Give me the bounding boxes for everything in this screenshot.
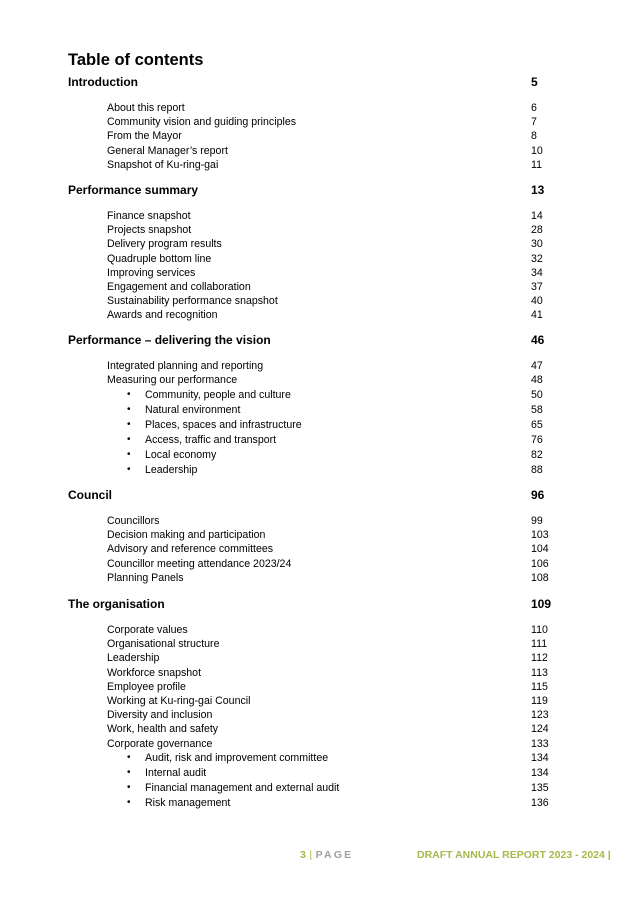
toc-entry-title[interactable]: Organisational structure [107, 638, 220, 651]
bullet-icon: • [127, 448, 131, 460]
section-page-number: 96 [531, 488, 545, 502]
toc-entry-page-number: 111 [531, 638, 548, 651]
bullet-icon: • [127, 797, 131, 809]
toc-entry-title[interactable]: Sustainability performance snapshot [107, 295, 278, 308]
toc-entry-page-number: 47 [531, 360, 543, 372]
toc-entry-title[interactable]: Improving services [107, 266, 196, 279]
bullet-icon: • [127, 782, 131, 794]
page-number: 3 [300, 849, 307, 861]
toc-subentry-title[interactable]: Local economy [145, 448, 217, 461]
toc-entry-page-number: 123 [531, 709, 549, 722]
toc-entry-page-number: 65 [531, 418, 543, 431]
bullet-icon: • [127, 403, 131, 415]
page-label: PAGE [315, 849, 354, 861]
toc-subentry-title[interactable]: Financial management and external audit [145, 782, 340, 795]
toc-entry-title[interactable]: Diversity and inclusion [107, 709, 213, 722]
toc-entry-page-number: 28 [531, 224, 543, 237]
toc-entry-title[interactable]: Finance snapshot [107, 210, 191, 222]
toc-subentry-title[interactable]: Community, people and culture [145, 389, 291, 401]
bullet-icon: • [127, 767, 131, 779]
toc-entry-title[interactable]: From the Mayor [107, 130, 182, 143]
toc-entry-page-number: 32 [531, 252, 543, 265]
toc-entry-page-number: 11 [531, 158, 542, 171]
toc-subentry-title[interactable]: Risk management [145, 797, 231, 810]
toc-entry-title[interactable]: Awards and recognition [107, 309, 218, 322]
toc-entry-title[interactable]: About this report [107, 102, 185, 114]
toc-entry-page-number: 110 [531, 624, 548, 636]
toc-entry-title[interactable]: Engagement and collaboration [107, 281, 251, 293]
toc-entry-page-number: 82 [531, 448, 543, 461]
bullet-icon: • [127, 463, 131, 475]
toc-entry-page-number: 115 [531, 680, 548, 693]
toc-entry-page-number: 50 [531, 389, 543, 401]
toc-entry-title[interactable]: Work, health and safety [107, 723, 219, 736]
toc-entry-page-number: 37 [531, 281, 543, 293]
toc-subentry-title[interactable]: Access, traffic and transport [145, 433, 277, 446]
toc-subentry-title[interactable]: Leadership [145, 463, 198, 476]
toc-entry-page-number: 58 [531, 403, 543, 416]
toc-entry-title[interactable]: Measuring our performance [107, 374, 238, 387]
toc-entry-page-number: 7 [531, 116, 537, 129]
toc-entry-title[interactable]: Community vision and guiding principles [107, 116, 297, 129]
toc-entry-title[interactable]: Decision making and participation [107, 529, 266, 542]
toc-entry-title[interactable]: Delivery program results [107, 238, 222, 251]
toc-entry-title[interactable]: Corporate governance [107, 737, 213, 750]
toc-subentry-title[interactable]: Internal audit [145, 767, 207, 780]
toc-entry-page-number: 134 [531, 752, 549, 765]
toc-subentry-title[interactable]: Audit, risk and improvement committee [145, 752, 329, 765]
section-page-number: 109 [531, 597, 552, 611]
section-title[interactable]: Introduction [68, 75, 138, 89]
toc-entry-title[interactable]: Employee profile [107, 680, 186, 693]
toc-entry-title[interactable]: Advisory and reference committees [107, 543, 274, 556]
toc-subentry-title[interactable]: Places, spaces and infrastructure [145, 418, 302, 431]
toc-entry-title[interactable]: Councillor meeting attendance 2023/24 [107, 557, 292, 570]
toc-entry-page-number: 41 [531, 309, 543, 322]
footer-report-title: DRAFT ANNUAL REPORT 2023 - 2024 | [417, 849, 611, 861]
toc-entry-page-number: 30 [531, 238, 543, 251]
toc-entry-page-number: 103 [531, 529, 549, 542]
toc-entry-title[interactable]: Leadership [107, 652, 160, 665]
toc-entry-page-number: 10 [531, 144, 543, 157]
toc-entry-page-number: 133 [531, 737, 549, 750]
toc-entry-title[interactable]: Working at Ku-ring-gai Council [107, 695, 251, 707]
toc-entry-page-number: 124 [531, 723, 549, 736]
page-title: Table of contents [68, 51, 204, 69]
bullet-icon: • [127, 433, 131, 445]
toc-entry-title[interactable]: Planning Panels [107, 571, 184, 584]
toc-entry-title[interactable]: General Manager’s report [107, 144, 228, 157]
section-title[interactable]: The organisation [68, 597, 165, 611]
footer-separator: | [309, 849, 313, 861]
section-page-number: 46 [531, 333, 545, 347]
footer-page-number [300, 849, 353, 861]
toc-entry-title[interactable]: Quadruple bottom line [107, 252, 212, 265]
bullet-icon: • [127, 752, 131, 764]
toc-entry-page-number: 134 [531, 767, 549, 780]
toc-entry-page-number: 119 [531, 695, 548, 707]
toc-entry-page-number: 136 [531, 797, 549, 810]
bullet-icon: • [127, 389, 131, 400]
bullet-icon: • [127, 418, 131, 430]
toc-entry-title[interactable]: Projects snapshot [107, 224, 192, 237]
toc-entry-page-number: 112 [531, 652, 548, 665]
section-title[interactable]: Performance – delivering the vision [68, 333, 271, 347]
toc-entry-page-number: 76 [531, 433, 543, 446]
toc-entry-page-number: 40 [531, 295, 543, 308]
toc-entry-title[interactable]: Integrated planning and reporting [107, 360, 264, 372]
toc-subentry-title[interactable]: Natural environment [145, 403, 241, 416]
section-page-number: 5 [531, 75, 538, 89]
toc-entry-page-number: 34 [531, 266, 543, 279]
section-title[interactable]: Performance summary [68, 183, 199, 197]
toc-entry-page-number: 135 [531, 782, 549, 795]
toc-entry-page-number: 104 [531, 543, 549, 556]
toc-entry-page-number: 6 [531, 102, 537, 114]
toc-entry-page-number: 88 [531, 463, 543, 476]
toc-entry-title[interactable]: Snapshot of Ku-ring-gai [107, 158, 219, 171]
toc-entry-page-number: 8 [531, 130, 537, 143]
toc-entry-page-number: 99 [531, 515, 543, 527]
toc-entry-page-number: 14 [531, 210, 543, 222]
toc-entry-page-number: 113 [531, 666, 548, 679]
toc-entry-page-number: 108 [531, 571, 549, 584]
section-title[interactable]: Council [68, 488, 112, 502]
section-page-number: 13 [531, 183, 545, 197]
toc-entry-title[interactable]: Corporate values [107, 624, 188, 636]
toc-entry-page-number: 48 [531, 374, 543, 387]
toc-entry-title[interactable]: Workforce snapshot [107, 666, 202, 679]
toc-entry-page-number: 106 [531, 557, 549, 570]
toc-entry-title[interactable]: Councillors [107, 515, 160, 527]
